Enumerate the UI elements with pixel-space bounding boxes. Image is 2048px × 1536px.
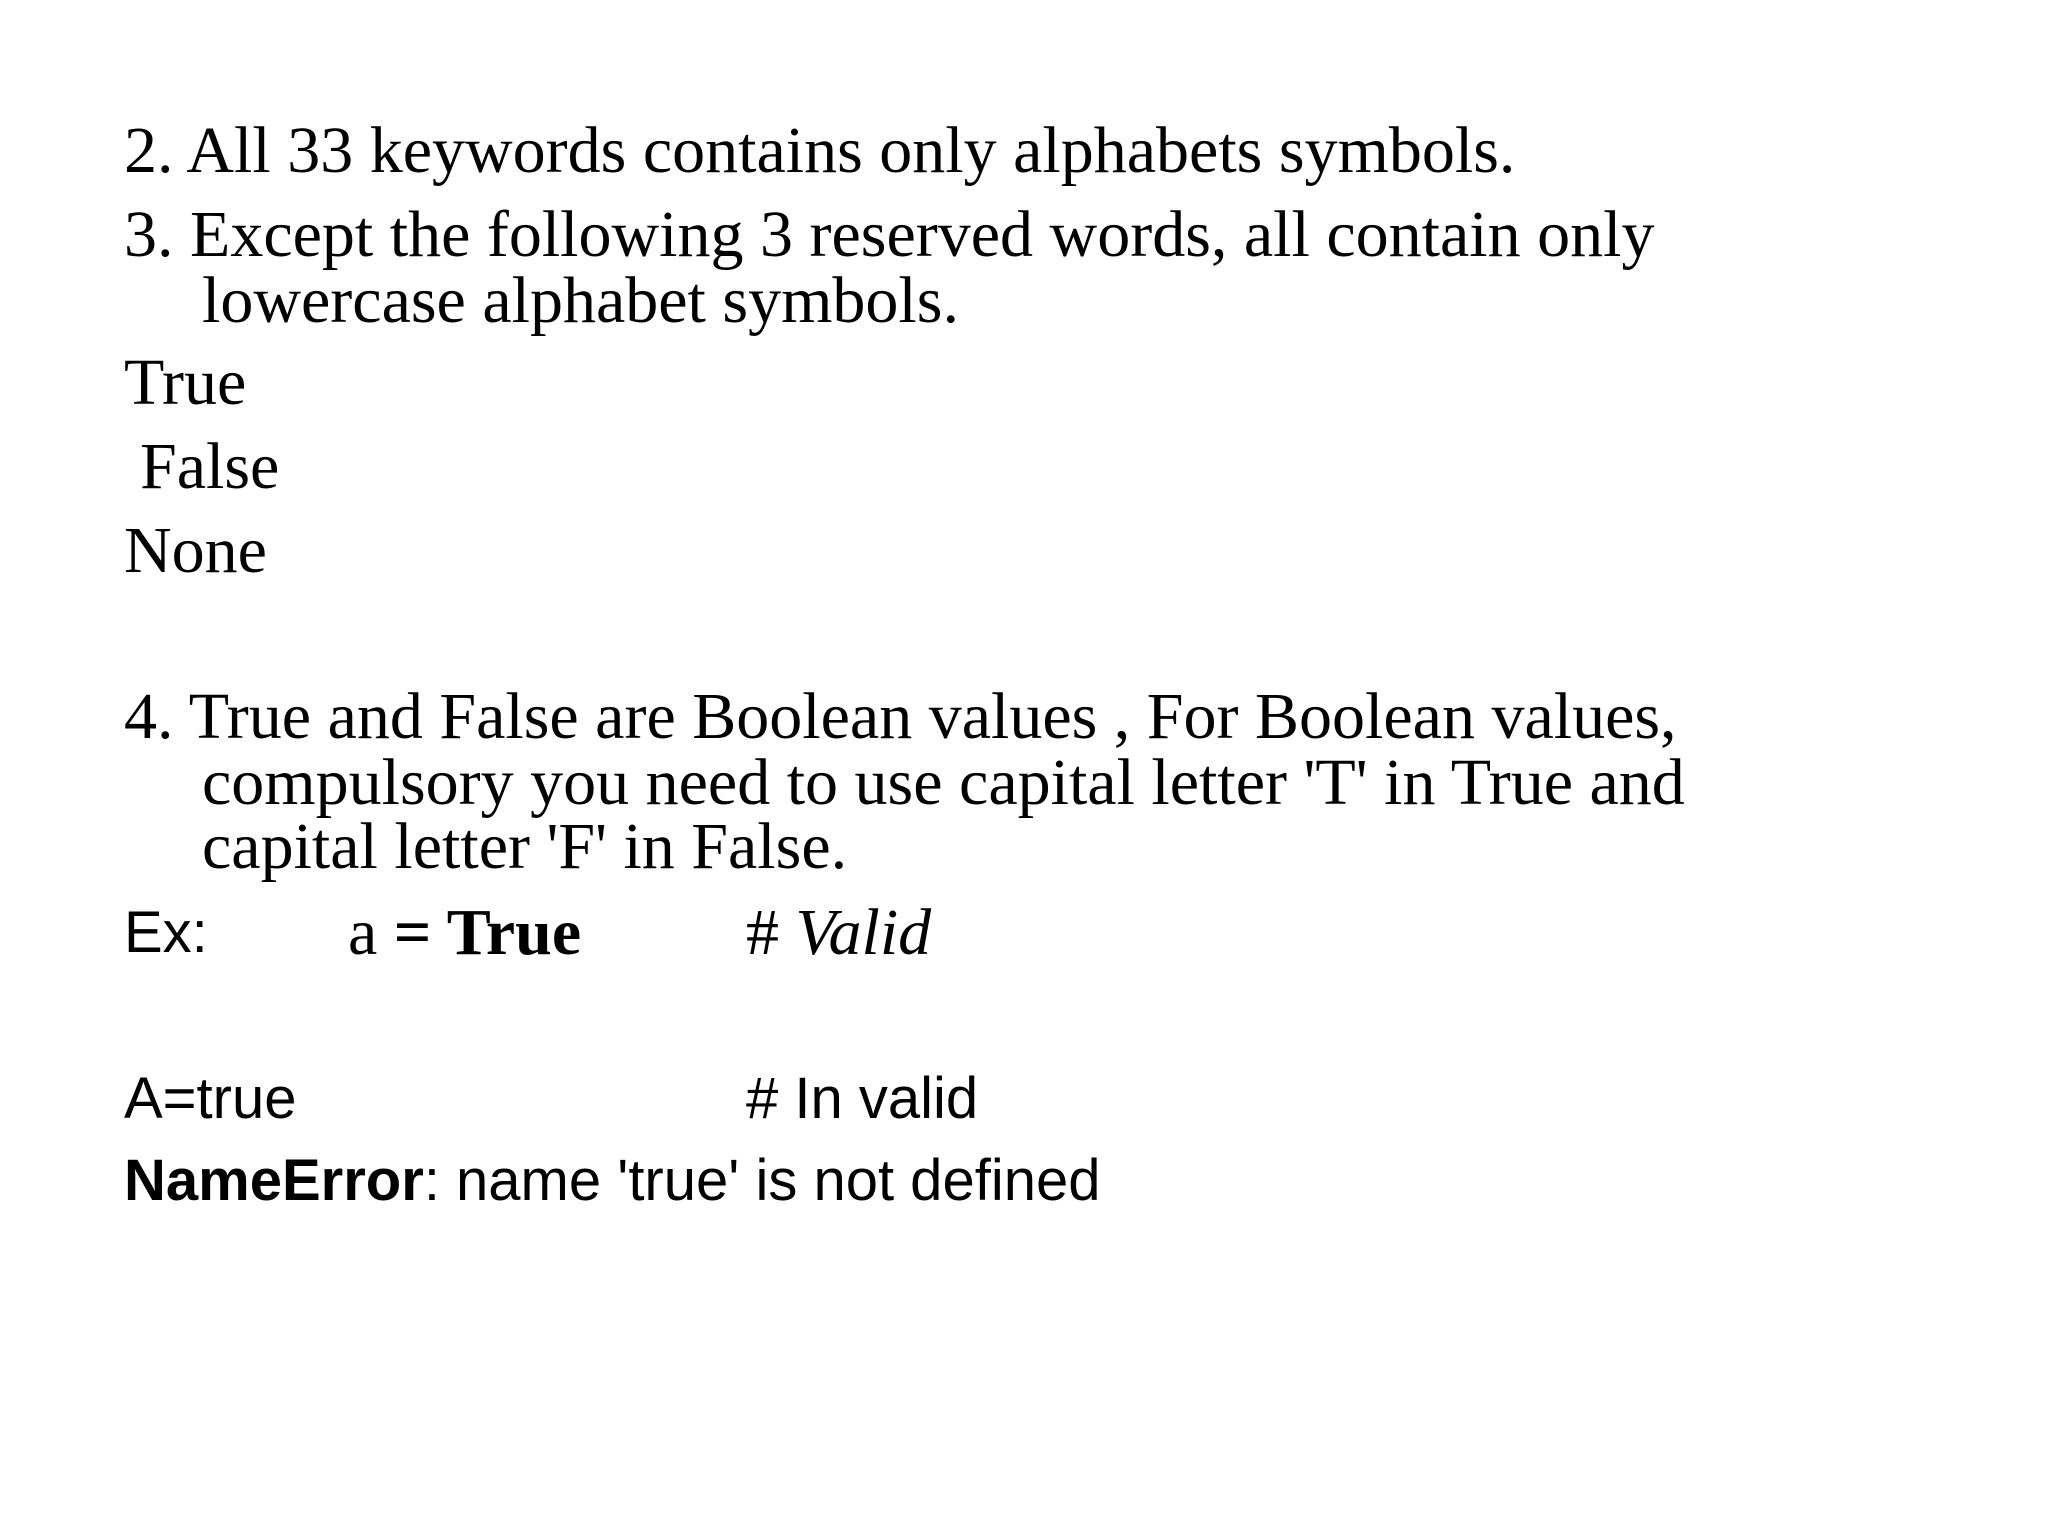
point-4-line-2: compulsory you need to use capital letter 'T' in True and (202, 746, 1685, 819)
example-label: Ex: (124, 900, 208, 965)
valid-comment-hash: # (746, 896, 796, 969)
valid-comment-text: Valid (795, 896, 932, 969)
valid-code (348, 896, 582, 969)
error-line (124, 1148, 1100, 1214)
reserved-word-false: False (140, 430, 280, 503)
valid-code-lhs: a (348, 896, 378, 969)
error-name: NameError (124, 1148, 424, 1213)
point-2: 2. All 33 keywords contains only alphabets symbols. (124, 114, 1516, 187)
valid-code-eq: = (377, 896, 447, 969)
point-4-line-3: capital letter 'F' in False. (202, 810, 848, 883)
invalid-comment: # In valid (746, 1066, 979, 1131)
valid-code-value: True (446, 896, 582, 969)
valid-comment (746, 896, 932, 969)
point-4-line-1: 4. True and False are Boolean values , For Boolean values, (124, 680, 1677, 753)
point-3-line-2: lowercase alphabet symbols. (202, 264, 959, 337)
error-message: : name 'true' is not defined (423, 1148, 1101, 1213)
point-3-line-1: 3. Except the following 3 reserved words, all contain only (124, 198, 1655, 271)
invalid-code: A=true (124, 1066, 297, 1131)
reserved-word-none: None (124, 514, 267, 587)
reserved-word-true: True (124, 346, 247, 419)
